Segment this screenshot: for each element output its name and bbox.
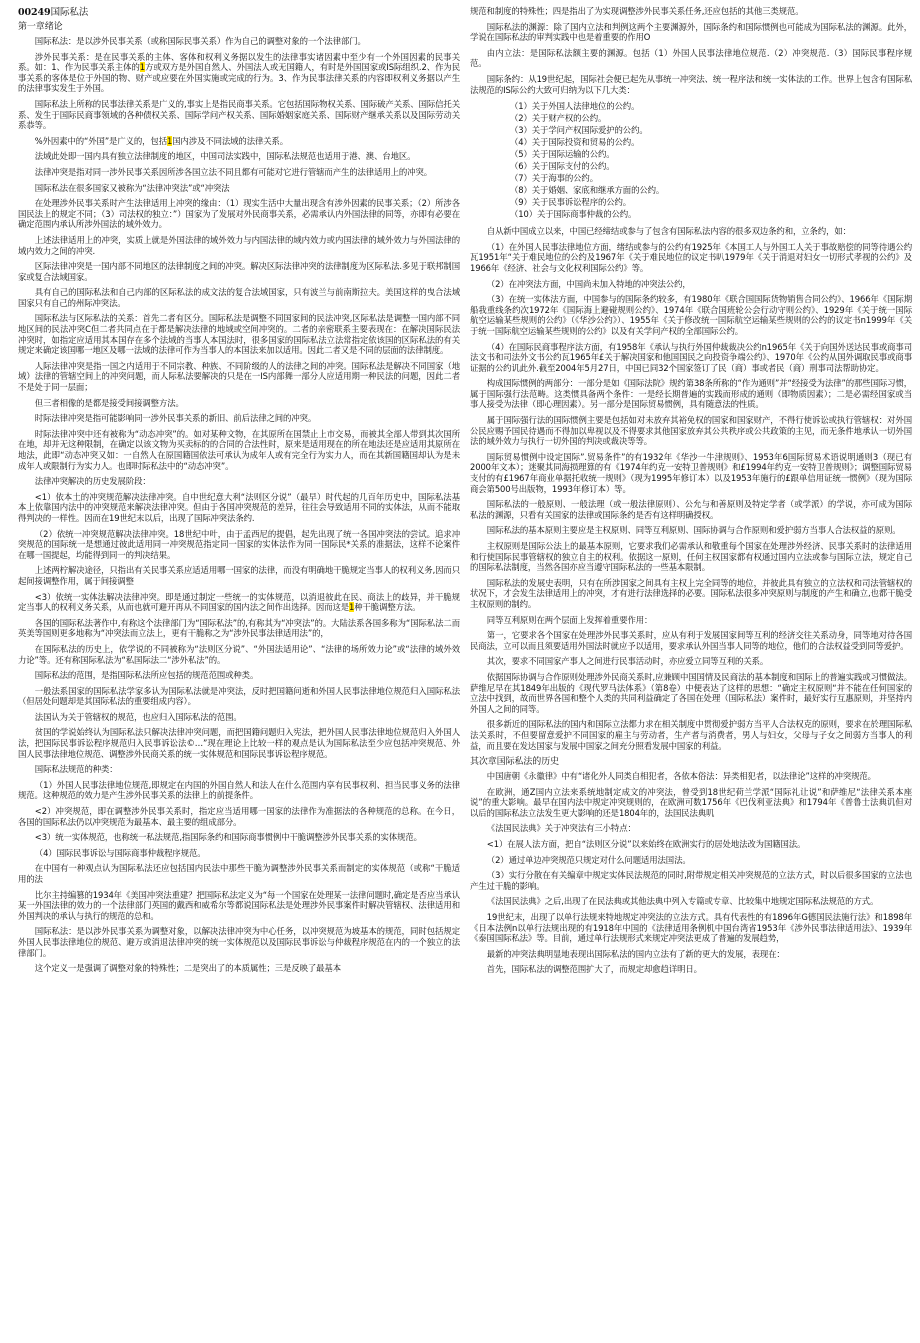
paragraph: <3）依统一实体法解决法律冲突。即是通过制定一些统一的实体规范，以消退彼此在民、商法上的歧异，并干脆规定当事人的权利义务关系，从而也就可避开再从不同国家的国内法之间作出选择。因而这是1种干脆调整方法。	[18, 591, 460, 613]
paragraph: 国际私法的范围，是指国际私法所应包括的规范范围或种类。	[34, 670, 259, 681]
paragraph: 国际私法：是以涉外民事关系为调整对象，以解决法律冲突为中心任务，以冲突规范为坡基本的规范，同时包括规定外国人民事法律地位的规范、避万或消退法律冲突的统一实体规范以及国际民事诉讼与仲裁程序规范在内的一个独立的法律部门。	[18, 926, 460, 958]
paragraph: 国际私法的一般原则、一般法理（或一般法律原则）、公允与和善原则及特定学者（或学派）的学说，亦可成为国际私法的渊源，只看有关国家的法律或国际条约是否有这样明确授权。	[470, 499, 912, 520]
chapter-heading: 第一章绪论	[18, 22, 63, 32]
paragraph: 国际私法与区际私法的关系：首先二者有区分。国际私法是调整不同国家间的民法冲突,区际私法是调整一国内部不同地区间的民法冲突C但二者共同点在于都是解决法律的地域或空间冲突的。二者的亲密联系主要表现在：在解决国际民法冲突时，如指定应适用其本国存在多个法域的当事人本国法时，很多国家的国际私法立法常指定依该国的区际私法的有关规定来确定该国哪一地区及哪一法域的法律可作为当事人的本国法来加以适用。因此二者又是不同的层面的法律制度。	[18, 313, 460, 356]
paragraph: 在欧洲，通Z国内立法来系统地制定成文的冲突法，曾受到18世纪荷兰学派“国际礼让说”和萨维尼“法律关系本座说”的重大影响。最早在国内法中规定冲突规则的，在欧洲可数1756年《巴伐利亚法典》和1794年《普鲁士法典讥但对以后的国际私法立法发生更大影响的还是1804年的，法国民法典叽	[470, 786, 912, 818]
paragraph: （2）在冲突法方面，中国尚未加入特地的冲突法公约，	[486, 278, 691, 289]
list-item: （7）关于海事的公约。	[510, 173, 598, 184]
paragraph: 比尔主持编篡的1934年《美国冲突法重建？把国际私法定义为“每一个国家在处理某一法律问题时,确定是否应当承认某一外国法律的效力的一个法律部门英国的戴西和威希尔等都说国际私法是处理涉外民事案件时解决管辖权、法律适用和外国判决的承认与执行的规范的总和。	[18, 889, 460, 921]
paragraph: 属于国际强行法的国际惯例主要是包括如对未放弃其裕免权的国家和国家财产，不得行使诉讼或执行管辖权：对外国公民应赐予国民待遇而不得加以卑视以及不得要求其他国家放弃其公共秩序或公共政策的主见，而无条件地承认一切外国法的域外效力与执行一切外国的判决或裁决等等。	[470, 415, 912, 447]
paragraph: 法国认为关于管辖权的规范，也应归入国际私法的范围。	[34, 711, 242, 722]
paragraph: 国际私法：是以涉外民事关系（或称国际民事关系）作为自己的调整对象的一个法律部门。	[34, 36, 366, 46]
paragraph: 自从新中国成立以来，中国已经缔结或参与了包含有国际私法内容的很多双边条约和，立条约，如：	[486, 226, 851, 237]
paragraph: <1）依本土的冲突规范解决法律冲突。自中世纪意大利“法则区分说”（最早）时代起的几百年历史中，国际私法基本上依靠国内法中的冲突规范来解决法律冲突。但由于各国冲突规范的差异，往往会导致适用不同的实体法，从而不能取得判决的一样性。因而在19世纪末以后，出现了国际冲突法条约.	[18, 491, 460, 523]
paragraph: 上述法律适用上的冲突，实质上就是外国法律的域外效力与内国法律的域内效力或内国法律的域外效力与外国法律的域内效力之间的冲突.	[18, 234, 460, 256]
paragraph: 法域此处即一国内具有独立法律制度的地区，中国司法实践中，国际私法规范也适用于港、澳、台地区。	[34, 151, 416, 162]
paragraph: 在国际私法的历史上，依学说的不同被称为“法则区分说”、“外国法适用论”、“法律的场所效力论”或“法律的域外效力论”等。还有称国际私法为“私国际法二“涉外私法”的。	[18, 643, 460, 665]
course-code: 00249	[18, 7, 51, 18]
paragraph: 时际法律冲突中还有被称为“动态冲突”的。如对某种文物，在其原所在国禁止上市交易，而被其全部人带到其次国所在地，却并无这种限制，在确定以该文物为买卖标的的合同的合法性时，原来是适用现在的所在地法还是应适用其原所在地法，此即“动态冲突又如：一自然人在原国籍国依法可承认为成年人或有完全行为实力人，而在其新国籍国却认为是未成年人或限制行为实力人。也即时际私法中的“动态冲突”。	[18, 428, 460, 471]
paragraph: （4）国际民事诉讼与国际商事仲裁程序规范。	[34, 847, 206, 858]
paragraph: 涉外民事关系：是在民事关系的主体、客体和权利义务据以发生的法律事实诸因素中至少有一个外国因素的民事关系。如：1、作为民事关系主体的1方或双方是外国自然人、外国法人或无国籍人，有时是外国国家或IS际组织.2、作为民事关系的客体是位于外国的物、财产或应要在外国实施或完成的行为。3、作为民事法律关系的内容即权利义务据以产生的法律事实发生于外国。	[18, 51, 460, 94]
paragraph: 一般法系国家的国际私法学家多认为国际私法就是冲突法，反时把国籍问逝和外国人民事法律地位规范归入国际私法（但居处问题却是其国际私法的重要组成内容）。	[18, 685, 460, 707]
treaty-list	[470, 100, 912, 220]
paragraph: 很多新近的国际私法的国内和国际立法都力求在相关制度中贯彻爱护弱方当平人合法权克的原则，要求在於理国际私法关系时，不但要留意爱护不同国家的雇主与劳动者，生产者与消费者，男人与妇女，父母与子女之间弱方当事人的利益，而且要在发达国家与发展中国家之间充分照看发展中国家的利益。	[470, 719, 912, 751]
paragraph: 构成国际惯例的两部分：一部分是如《国际法院》规约第38条所称的“作为通则”并“经接受为法律”的那些国际习惯，属于国际强行法范畴。这类惯具备两个条件：一是经长期普遍的实践而形成的通则（即物质因素）；二是必需经国家或当事人接受为法律（即心理因素）。另一部分是国际贸易惯例，具有随意法的性质。	[470, 378, 912, 410]
paragraph: 法律冲突是指对同一涉外民事关系因所涉各国立法不同且都有可能对它进行管辖而产生的法律适用上的冲突。	[34, 166, 432, 177]
paragraph: 各国的国际私法著作中,有称这个法律部门为“国际私法”的,有称其为“冲突法”的。大陆法系各国多称为“国际私法二而英美等国则更多地称为“冲突法而立法上，更有干脆称之为“涉外民事法律适用法”的，	[18, 617, 460, 639]
paragraph: （3）实行分散在有关编章中规定实体民法规范的同时,附带规定相关冲突规范的立法方式，时以后很多国家的立法也产生过干脆的影响。	[470, 870, 912, 891]
paragraph: 贫国的学说始终认为国际私法只解决法律冲突问题，而把国籍问题归入宪法，把外国人民事法律地位规范归入外国人法，把国际民事诉讼程序规范归入民事诉讼法©…”现在理论上比较一样的观点是认为国际私法至少应包括冲突规范、外国人民事法律地位规范、调整涉外民商关系的统一实体规范和国际民事诉讼程序规范。	[18, 727, 460, 759]
list-item: （4）关于国际投资和贸易的公约。	[510, 137, 640, 148]
paragraph: 规范和制度的特殊性；四是指出了为实现调整涉外民事关系任务,还应包括的其他三类规范。	[470, 6, 804, 16]
list-item: （5）关于国际运输的公约。	[510, 149, 615, 160]
paragraph: 国际私法的发展史表明，只有在所涉国家之间具有主权上完全同等的地位，并彼此具有独立的立法权和司法管辖权的状况下，才会发生法律适用上的冲突，才有进行法律选择的必要。国际私法很多冲突原则与制度的产生和确立,也都干脆受主权原则的制约。	[470, 577, 912, 609]
list-item: （2）关于财产权的公约。	[510, 113, 607, 124]
paragraph: 国际私法上所称的民事法律关系是广义的,事实上是指民商事关系。它包括国际物权关系、国际破产关系、国际信托关系、发生于国际民商事领域的各种债权关系、国际学问产权关系、国际婚姻家庭关系、国际财产继承关系以及国际劳动关系恭等。	[18, 98, 460, 131]
paragraph: 这个定义一是强调了调整对象的特殊性；二是突出了的本质属性；三是反映了最基本	[34, 963, 341, 974]
highlight-mark: 1	[166, 135, 173, 146]
paragraph: <1）在展人法方面，把自“法则区分说”以来始终在欧洲实行的居处地法改为国籍国法。	[486, 839, 806, 850]
highlight-mark: 1	[349, 602, 355, 613]
paragraph: 国际条约：从19世纪起，国际社会便已起先从事统一冲突法、统一程序法和统一实体法的工作。世界上包含有国际私法规范的IS际公约大致可归纳为以下几大类：	[470, 73, 912, 95]
list-item: （3）关于学问产权国际爱护的公约。	[510, 125, 648, 136]
paragraph: 法律冲突解决的历史发展阶段：	[34, 476, 151, 487]
paragraph: 国际贸易惯例中设定国际”.贸易条件”的有1932年《华沙一牛津规则》、1953年6国际贸易术语说明通则3（现已有2000年文本）；迷聚其同海损理算的有《1974年约克一安特卫普规则》和£1994年约克一安特卫普规则》；调整国际贸易支付的有£1967年商业单据托收统一规则》（现为1995年修订本）以及1953年施行的£跟单信用证统一惯例》（现为国际商会第500号出版物，1993年修订本）等。	[470, 451, 912, 494]
paragraph: 但三者相像的是都是接受间接调整方法。	[34, 397, 184, 408]
paragraph: 19世纪末，出现了以单行法规来特地规定冲突法的立法方式。具有代表性的有1896年G德国民法施行法》和1898年《日本法例n以单行法规出现的有1918年中国的《法律适用条例机中国台湾省1953年《涉外民事法律适用法》、1939年《泰国国际私法》等。目前，通过单行法规形式来规定冲突法更成了普遍的发展趋势，	[470, 912, 912, 944]
paragraph: 具有自己的国际私法和自己内部的区际私法的成文法的复合法域国家，只有波兰与前南斯拉夫。美国这样的曳合法域国家只有自己的州际冲突法。	[18, 287, 460, 308]
list-item: （10）关于国际商事仲裁的公约。	[510, 209, 637, 220]
list-item: （1）关于外国人法律地位的公约。	[510, 101, 640, 112]
highlight-mark: 1	[139, 62, 145, 73]
paragraph: <3）统一实体规范，也称统一私法规范,指国际条约和国际商事惯例中干脆调整涉外民事关系的实体规范。	[34, 832, 422, 843]
paragraph: 其次，要求不同国家产事人之间进行民事活动时，亦应爱立同等互利的关系。	[486, 656, 769, 667]
left-column	[18, 6, 460, 979]
paragraph: （1）在外国人民事法律地位方面，绪结或参与的公约有1925年《本国工人与外国工人关于事故赔偿的同等待遇公约瓦1951年“关于难民地位的公约及1967年《关于难民地位的议定书叭1979年《关于消退对妇女一切形式孝视的公约》及1966年《经济、社会与文化权利国际公约》等。	[470, 241, 912, 273]
paragraph: 由内立法：是国际私法额主要的渊源。包括（1）外国人民事法律地位规范.（2）冲突规范.（3）国际民事程序规范。	[470, 47, 912, 69]
list-item: （8）关于婚姻、家底和继承方面的公约。	[510, 185, 665, 196]
right-column	[470, 6, 912, 980]
paragraph: （3）在统一实体法方面，中国参与的国际条约较多，有1980年《联合国国际货物销售合同公约》、1966年《国际期船我重线条约次1972年《国际海上避碰规则公约》、1974年《联合国班轮公会行动守则公约》、1929年《关于统一国际航空运输某些规则的公约》（《华沙公约》）、1955年《关于修改统一国际航空运输某些规则的公约的议定书n1999年《关于统一国际航空运输某些规则的公约》以及有关学问产权的全部国际公约。	[470, 294, 912, 336]
paragraph: （4）在国际民商事程序法方面，有1958年《承认与执行外国仲裁裁决公约n1965年《关于向国外送达民事或商事司法文书和司法外文书公约瓦1965年£关于解决国家和他国国民之向投资争端公约》、1970年《公约从国外调取民事或商事证据的公约讥此外.截至2004年5月27日，中国已同32个国家签订了民（商）事或者民（商）刑事司法帮助协定。	[470, 341, 912, 373]
paragraph: 区际法律冲突是一国内部不同地区的法律制度之间的冲突。解决区际法律冲突的法律制度为区际私法.多见于联邦制国家或复合法域国家。	[18, 261, 460, 282]
paragraph: 主权原则是国际公法上的最基本原则，它要求我们必需承认和敬重每个国家在处理涉外经济、民事关系时的法律适用和行使国际民事管辖权的独立自主的权利。依据这一原则，任何主权国家都有权通过国内立法或参与国际立法，规定自己的国际私法制度，当然各国亦应当遵守国际私法的一些基本限制。	[470, 541, 912, 573]
paragraph: 国际私法规范的种类：	[34, 764, 118, 775]
paragraph: 最新的冲突法典明显地表现出国际私法的国内立法有了新的更大的发展，表现在：	[486, 948, 785, 959]
paragraph: 时际法律冲突是指可能影响同一涉外民事关系的新旧、前后法律之间的冲突。	[34, 413, 317, 424]
paragraph: 国际私法在很多国家又被称为“法律冲突法”或“冲突法	[34, 182, 230, 193]
paragraph: 依据国际协调与合作原则处理涉外民商关系时,应兼顾中国国情及民商法的基本制度和国际上的普遍实践或习惯做法。萨维尼早在其1849年出版的《现代罗马法体系》（第8卷）中便表达了这样的思想：“确定主权原则“并不能在任何国家的立法中找到，故而世界各国和整个人类的共同利益确定了各国在处理（国际私法）案件时，最好实行互惠原则，并坚持内外国人之间的同等。	[470, 671, 912, 714]
document-header	[18, 6, 460, 19]
paragraph: （1）外国人民事法律地位规范,即规定在内国的外国自然人和法人在什么范围内享有民事权利、担当民事义务的法律规范。这种规范的效力是产生涉外民事关系的法律上的前提条件。	[18, 779, 460, 801]
paragraph: <2）冲突规范，即在调整涉外民事关系时，指定应当适用哪一国家的法律作为准据法的各种规范的总称。在今日，各国的国际私法仍以冲突规范为最基本、最主要的组成部分。	[18, 806, 460, 827]
list-item: （6）关于国际支付的公约。	[510, 161, 615, 172]
paragraph: 上述两柠解决途径，只指出有关民事关系应适适用哪一国家的法律，而没有明确地干脆规定当事人的权利义务,因而只起间接调整作用，属于间接调整	[18, 565, 460, 586]
paragraph: 《法国民法典》之后,出现了在民法典或其他法典中列入专篇或专章、比较集中地规定国际私法规范的方式。	[486, 896, 879, 907]
paragraph: （2）依统一冲突规范解决法律冲突。18世纪中叶，由于孟西尼的提倡，起先出现了统一各国冲突法的尝试。追求冲突规范的国际统一是想通过彼此适用同一冲突规范指定同一国家的实体法作为同一国际民*关系的准据法，这样不论案件在哪一国提起，均能得到同一的判决结果。	[18, 528, 460, 560]
paragraph: 同等互利原则在两个层面上发挥着重要作用：	[486, 614, 653, 625]
paragraph: 首先，国际私法的调整范围扩大了，而规定却愈趋详明日。	[486, 964, 702, 975]
paragraph: 国际私法的渊源：除了国内立法和判例这两个主要渊源外，国际条约和国际惯例也可能成为国际私法的渊源。此外，学说在国际私法的审判实践中也是着重要的作用O	[470, 21, 912, 43]
paragraph: 在处理涉外民事关系时产生法律适用上冲突的缘由：（1）现实生活中大量出现含有涉外因素的民事关系；（2）所涉各国民法上的规定不同；（3）司法权的独立：”）国家为了发展对外民商事关系，必需承认内外国法律的同等，亦即有必要在确定范围内承认所涉外国法的域外效力。	[18, 198, 460, 230]
chapter-heading: 其次章国际私法的历史	[470, 757, 560, 768]
list-item: （9）关于民事诉讼程序的公约。	[510, 197, 632, 208]
paragraph: 国际私法的基本原则主要应是主权原则、同等互利原则、国际协调与合作原则和爱护弱方当事人合法权益的原则。	[486, 525, 901, 536]
paragraph: 人际法律冲突是指一国之内适用于不同宗教、种族、不同阶级的人的法律之间的冲突。国际私法是解决不同国家（地域）法律的管辖空间上的冲突问题，而人际私法要解决的只是在一IS内部舞一部分人应适用期一种民法的问题，因此二者不是处于同一层面；	[18, 360, 460, 393]
course-title: 国际私法	[50, 7, 89, 18]
paragraph: 第一，它要求各个国家在处理涉外民事关系时，应从有利于发展国家间等互利的经济交往关系动身，同等地对待各国民商法，立可以而且须要适用外国法时就应予以适用，要求承认外国当事人同等的地位，他们的合法权益受到同等爱护。	[470, 630, 912, 651]
paragraph: 在中国有一种观点认为国际私法还应包括国内民法中那些干脆为调整涉外民事关系而制定的实体规范（或称“干脆适用的法	[18, 863, 460, 884]
paragraph: （2）通过单边冲突规范只规定对什么问题适用法国法。	[486, 854, 691, 865]
paragraph: 中国唐朝《永徽律》中有“诸化外人同类自相犯者，各依本俗法：异类相犯者，以法律论”这样的冲突规范。	[486, 771, 876, 782]
paragraph: 《法国民法典》关于冲突法有三小特点：	[486, 823, 636, 834]
paragraph: %外因素中的“外国”是广义的，包括1国内涉及不同法域的法律关系。	[34, 135, 289, 146]
